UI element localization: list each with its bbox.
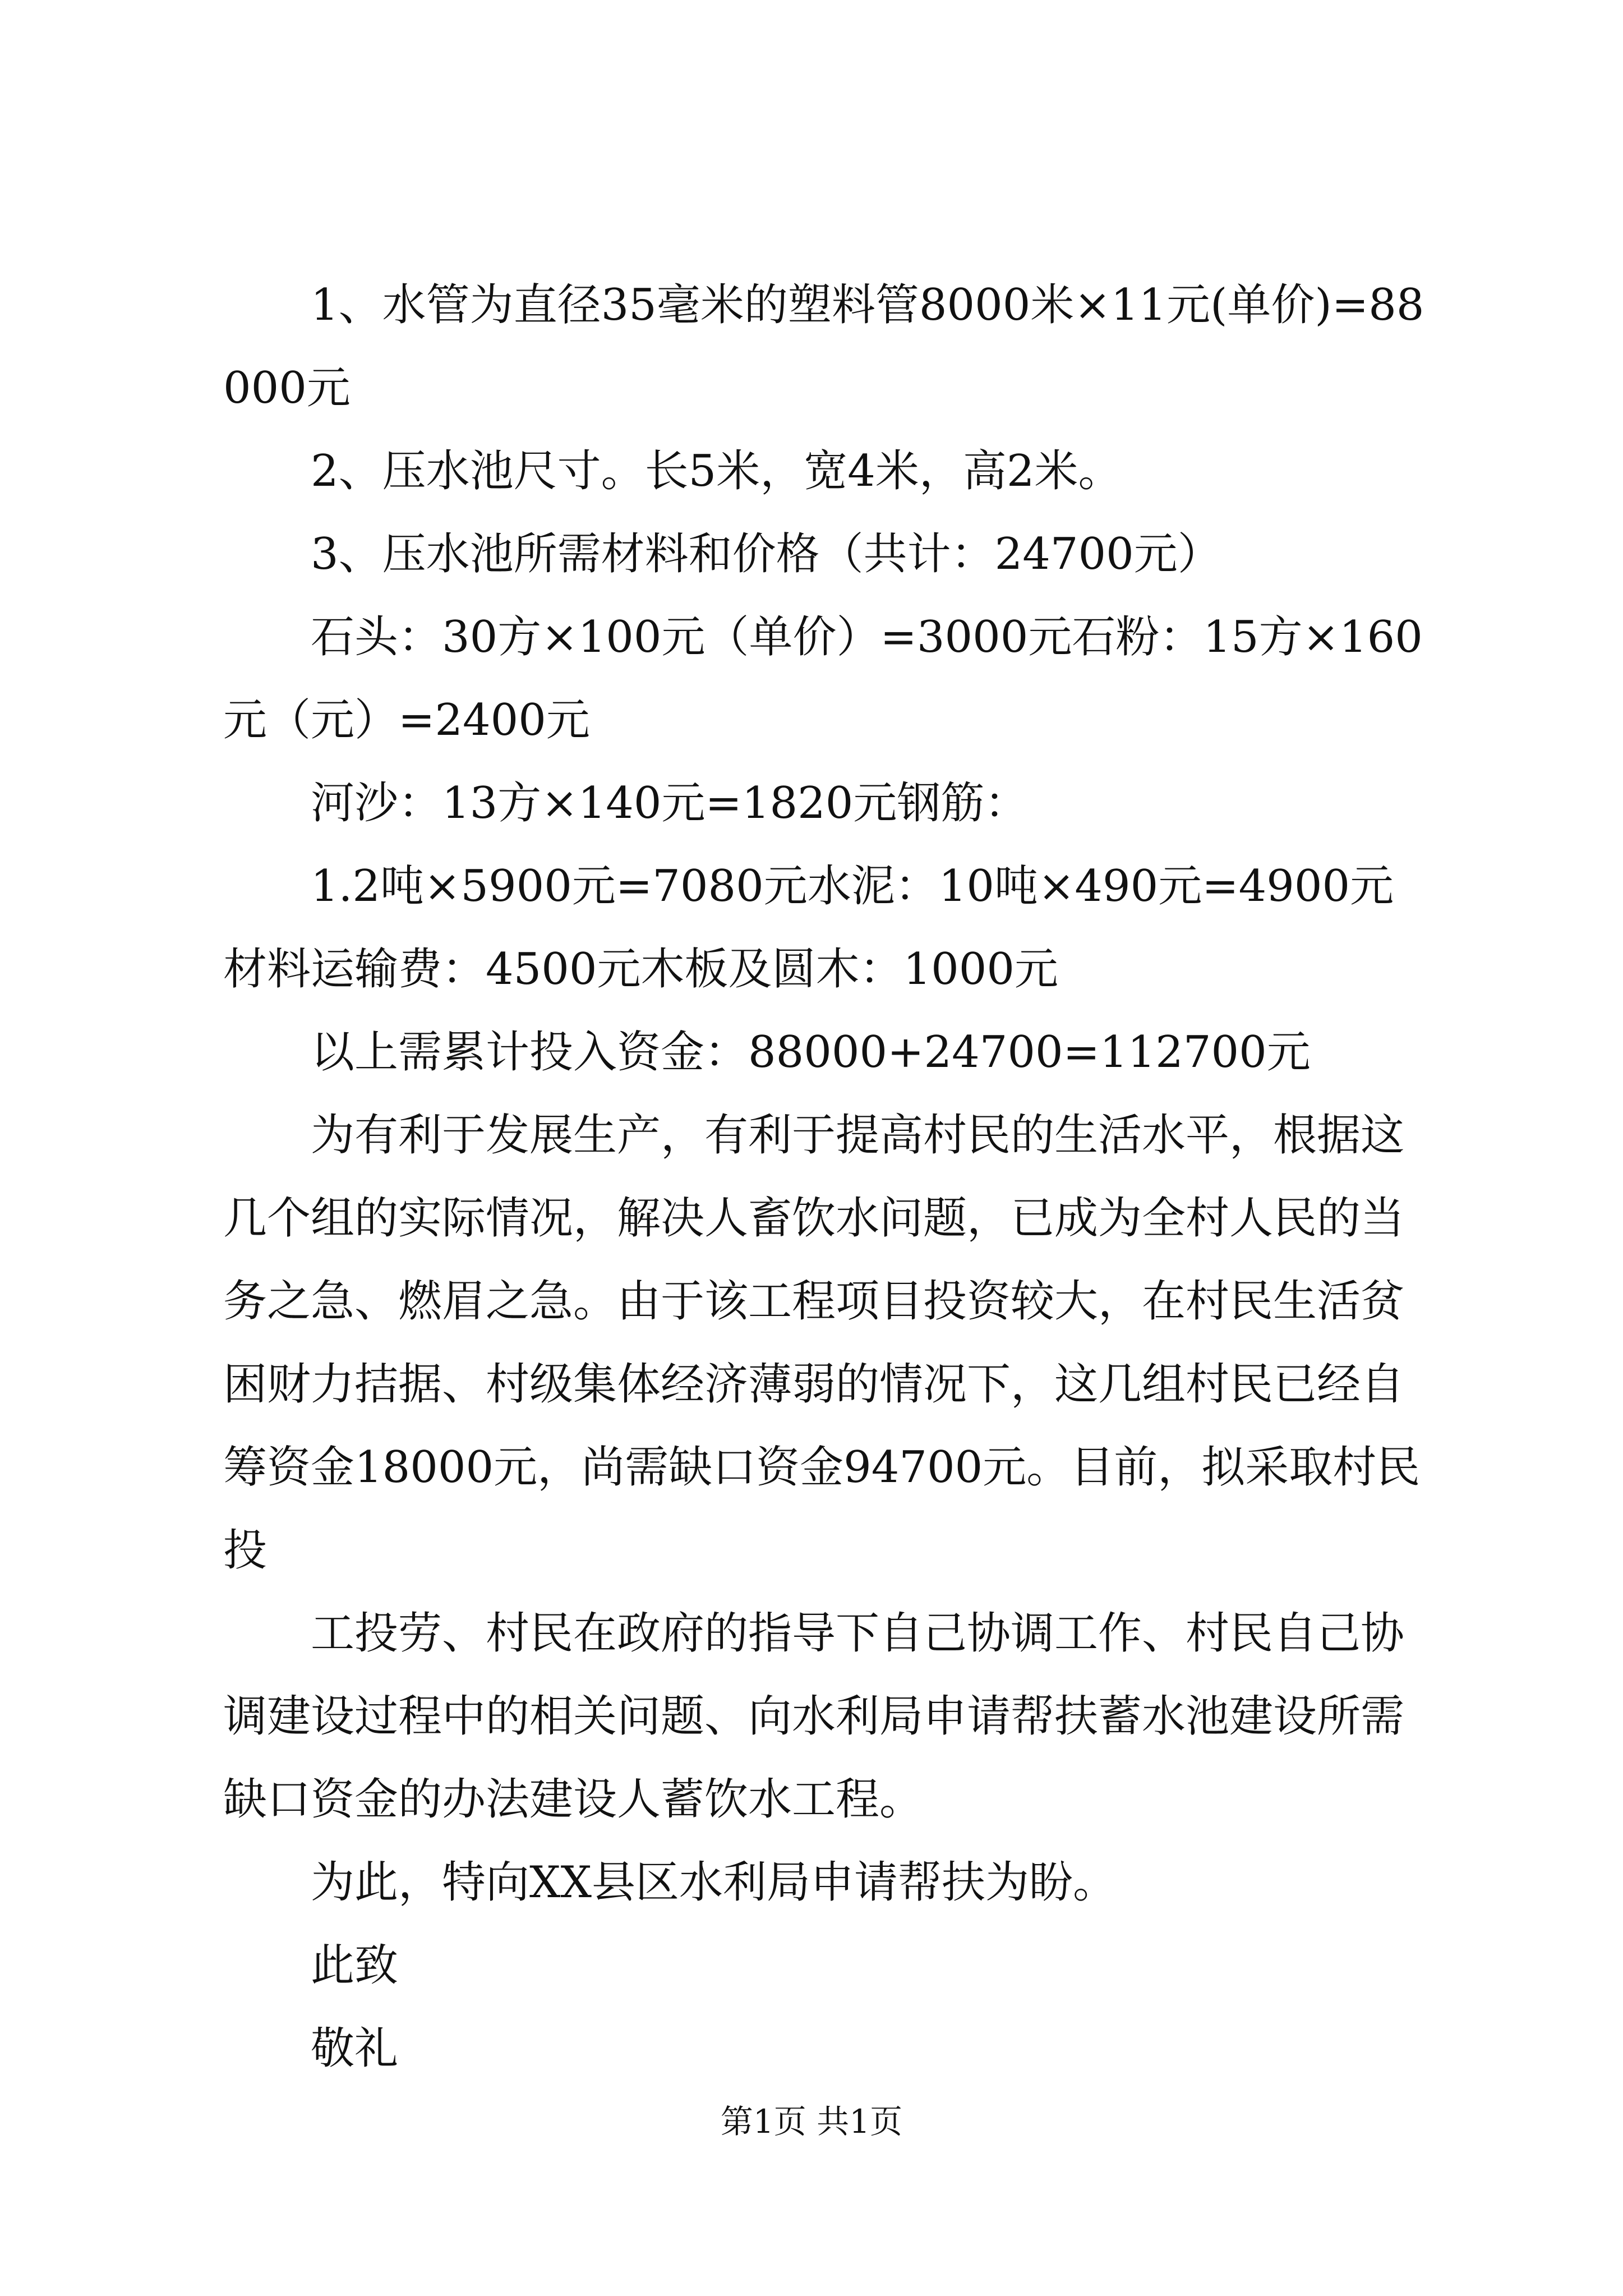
paragraph-background: 为有利于发展生产，有利于提高村民的生活水平，根据这几个组的实际情况，解决人畜饮水问题，已成为全村人民的当务之急、燃眉之急。由于该工程项目投资较大，在村民生活贫困财力拮据、村级集体经济薄弱的情况下，这几组村民已经自筹资金18000元，尚需缺口资金94700元。目前，拟采取村民投 (223, 1110, 1421, 1576)
closing-salutation: 此致 (311, 1940, 399, 1991)
paragraph-total-investment: 以上需累计投入资金：88000+24700=112700元 (311, 1027, 1311, 1078)
paragraph-stone-cost: 石头：30方×100元（单价）=3000元石粉：15方×160元（元）=2400元 (223, 612, 1423, 746)
paragraph-method: 工投劳、村民在政府的指导下自己协调工作、村民自己协调建设过程中的相关问题、向水利局申请帮扶蓄水池建设所需缺口资金的办法建设人蓄饮水工程。 (223, 1608, 1405, 1825)
paragraph-pipe-cost: 1、水管为直径35毫米的塑料管8000米×11元(单价)=88000元 (223, 280, 1424, 413)
closing-regards: 敬礼 (311, 2023, 399, 2074)
paragraph-sand-cost: 河沙：13方×140元=1820元钢筋： (311, 778, 1029, 829)
paragraph-steel-cement-cost: 1.2吨×5900元=7080元水泥：10吨×490元=4900元材料运输费：4500元木板及圆木：1000元 (223, 861, 1394, 995)
page-number-footer: 第1页 共1页 (720, 2102, 903, 2141)
paragraph-pool-materials: 3、压水池所需材料和价格（共计：24700元） (311, 529, 1221, 579)
paragraph-pool-size: 2、压水池尺寸。长5米，宽4米，高2米。 (311, 446, 1122, 496)
document-body (223, 264, 1429, 2090)
paragraph-request: 为此，特向XX县区水利局申请帮扶为盼。 (311, 1857, 1117, 1908)
